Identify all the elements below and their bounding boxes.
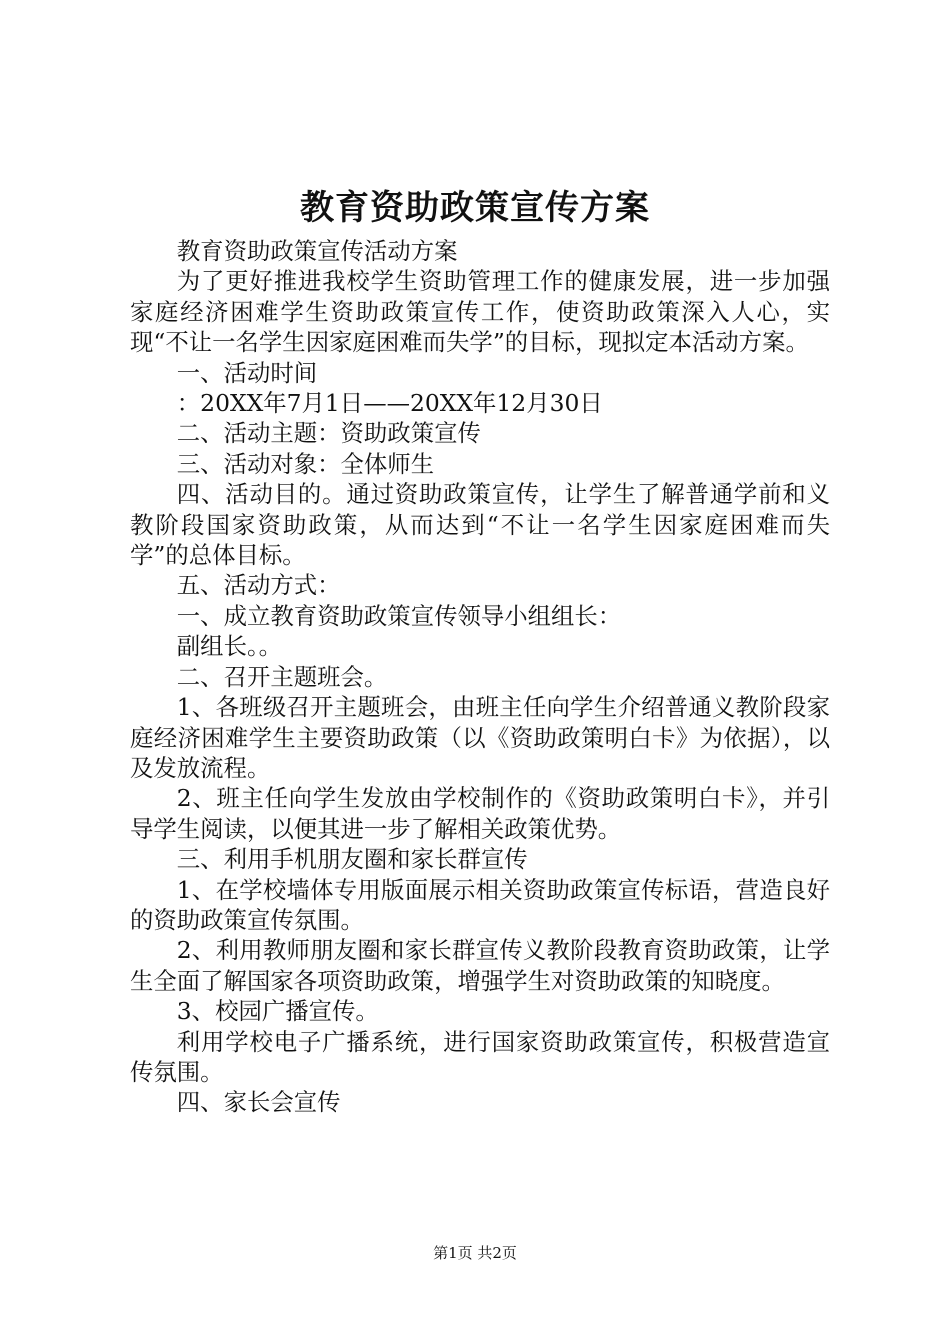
paragraph: 利用学校电子广播系统，进行国家资助政策宣传，积极营造宣传氛围。 [130, 1027, 830, 1086]
paragraph: 二、活动主题：资助政策宣传 [176, 419, 481, 448]
paragraph: 五、活动方式： [176, 571, 341, 600]
paragraph: 为了更好推进我校学生资助管理工作的健康发展，进一步加强家庭经济困难学生资助政策宣传工作，使资助政策深入人心，实现“不让一名学生因家庭困难而失学”的目标，现拟定本活动方案。 [130, 267, 830, 357]
paragraph: 四、活动目的。通过资助政策宣传，让学生了解普通学前和义教阶段国家资助政策，从而达到“不让一名学生因家庭困难而失学”的总体目标。 [130, 480, 830, 570]
paragraph: 三、利用手机朋友圈和家长群宣传 [176, 845, 528, 874]
paragraph: 一、成立教育资助政策宣传领导小组组长： [176, 601, 622, 630]
page-number-footer: 第1页 共2页 [433, 1244, 517, 1262]
paragraph: 2、利用教师朋友圈和家长群宣传义教阶段教育资助政策，让学生全面了解国家各项资助政策，增强学生对资助政策的知晓度。 [130, 936, 830, 995]
paragraph: 1、在学校墙体专用版面展示相关资助政策宣传标语，营造良好的资助政策宣传氛围。 [130, 875, 830, 934]
paragraph: 2、班主任向学生发放由学校制作的《资助政策明白卡》，并引导学生阅读，以便其进一步了解相关政策优势。 [130, 784, 830, 843]
document-title: 教育资助政策宣传方案 [300, 188, 650, 228]
paragraph: 二、召开主题班会。 [176, 662, 388, 691]
paragraph: 一、活动时间 [176, 358, 318, 387]
paragraph: 3、校园广播宣传。 [176, 997, 379, 1026]
paragraph: ：20XX年7月1日——20XX年12月30日 [176, 389, 603, 418]
paragraph: 三、活动对象：全体师生 [176, 449, 435, 478]
document-body [130, 236, 830, 1118]
paragraph: 四、家长会宣传 [176, 1088, 341, 1117]
paragraph: 1、各班级召开主题班会，由班主任向学生介绍普通义教阶段家庭经济困难学生主要资助政策（以《资助政策明白卡》为依据），以及发放流程。 [130, 693, 830, 782]
paragraph: 教育资助政策宣传活动方案 [176, 237, 458, 265]
paragraph: 副组长。。 [176, 632, 283, 661]
